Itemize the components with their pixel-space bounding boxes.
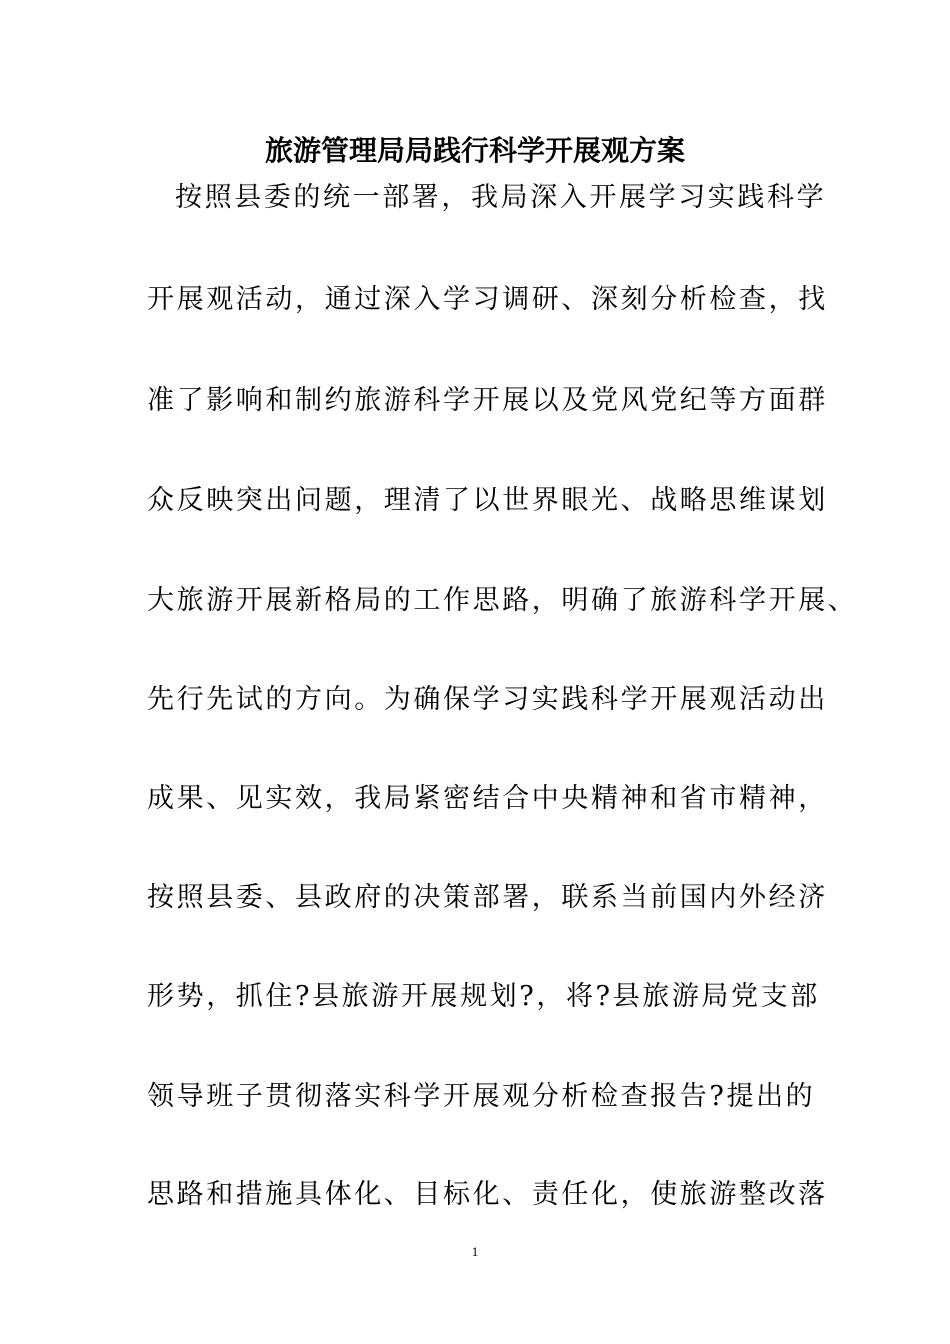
paragraph-line: 成果、见实效，我局紧密结合中央精神和省市精神， — [147, 783, 828, 814]
paragraph-line: 大旅游开展新格局的工作思路，明确了旅游科学开展、 — [147, 585, 858, 616]
paragraph-line: 开展观活动，通过深入学习调研、深刻分析检查，找 — [147, 284, 828, 315]
paragraph-line: 先行先试的方向。为确保学习实践科学开展观活动出 — [147, 684, 828, 715]
document-title: 旅游管理局局践行科学开展观方案 — [264, 134, 685, 167]
paragraph-line: 众反映突出问题，理清了以世界眼光、战略思维谋划 — [147, 485, 828, 516]
page-number: 1 — [471, 1244, 479, 1259]
paragraph-line: 按照县委的统一部署，我局深入开展学习实践科学 — [175, 182, 827, 213]
paragraph-line: 按照县委、县政府的决策部署，联系当前国内外经济 — [147, 882, 828, 913]
paragraph-line: 思路和措施具体化、目标化、责任化，使旅游整改落 — [147, 1179, 828, 1210]
paragraph-line: 准了影响和制约旅游科学开展以及党风党纪等方面群 — [147, 385, 828, 416]
paragraph-line: 领导班子贯彻落实科学开展观分析检查报告?提出的 — [147, 1081, 816, 1112]
paragraph-line: 形势，抓住?县旅游开展规划?，将?县旅游局党支部 — [147, 981, 820, 1012]
